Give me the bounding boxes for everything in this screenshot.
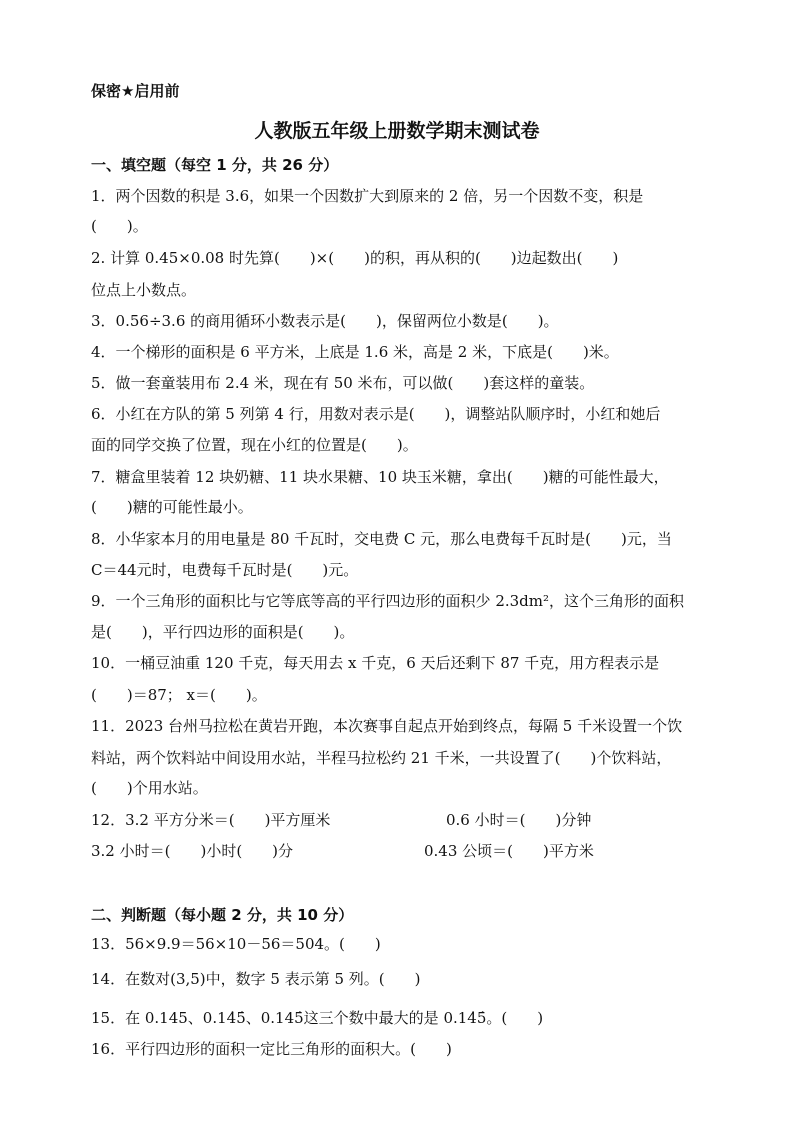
- question-line: 15．在 0.145、0.14̇5̇、0.145̇这三个数中最大的是 0.14̇5̇。( ): [91, 1009, 544, 1027]
- question-line: 1．两个因数的积是 3.6，如果一个因数扩大到原来的 2 倍，另一个因数不变，积是: [91, 187, 644, 205]
- question-line: 14．在数对(3,5)中，数字 5 表示第 5 列。( ): [91, 970, 421, 988]
- question-line-right: 0.43 公顷＝( )平方米: [424, 842, 594, 860]
- question-line: 11．2023 台州马拉松在黄岩开跑，本次赛事自起点开始到终点，每隔 5 千米设置一个饮: [91, 717, 683, 735]
- question-line: 是( )，平行四边形的面积是( )。: [91, 623, 355, 641]
- question-line: 13．56×9.9＝56×10－56＝504。( ): [91, 935, 381, 953]
- question-line: ( )＝87； x＝( )。: [91, 686, 267, 704]
- question-line: 4．一个梯形的面积是 6 平方米，上底是 1.6 米，高是 2 米，下底是( )米。: [91, 343, 619, 361]
- question-line: ( )糖的可能性最小。: [91, 498, 253, 516]
- question-line: C＝44元时，电费每千瓦时是( )元。: [91, 561, 359, 579]
- question-line: 5．做一套童装用布 2.4 米，现在有 50 米布，可以做( )套这样的童装。: [91, 374, 595, 392]
- section-fill-in-heading: 一、填空题（每空 1 分，共 26 分）: [91, 156, 339, 174]
- question-line: 3.2 小时＝( )小时( )分: [91, 842, 294, 860]
- question-line: 16．平行四边形的面积一定比三角形的面积大。( ): [91, 1040, 452, 1058]
- confidential-label: 保密★启用前: [91, 82, 180, 100]
- question-line: 7．糖盒里装着 12 块奶糖、11 块水果糖、10 块玉米糖，拿出( )糖的可能性最大，: [91, 468, 669, 486]
- question-line: ( )个用水站。: [91, 779, 208, 797]
- question-line-right: 0.6 小时＝( )分钟: [446, 811, 592, 829]
- exam-title: 人教版五年级上册数学期末测试卷: [254, 120, 540, 142]
- question-line: 位点上小数点。: [91, 281, 197, 299]
- question-line: 面的同学交换了位置，现在小红的位置是( )。: [91, 436, 418, 454]
- question-line: 2. 计算 0.45×0.08 时先算( )×( )的积，再从积的( )边起数出( ): [91, 249, 619, 267]
- question-line: 3．0.56÷3.6 的商用循环小数表示是( )，保留两位小数是( )。: [91, 312, 559, 330]
- question-line: 6．小红在方队的第 5 列第 4 行，用数对表示是( )，调整站队顺序时，小红和她后: [91, 405, 661, 423]
- question-line: 料站，两个饮料站中间设用水站，半程马拉松约 21 千米，一共设置了( )个饮料站，: [91, 749, 672, 767]
- question-line: ( )。: [91, 217, 148, 235]
- question-line: 10．一桶豆油重 120 千克，每天用去 x 千克，6 天后还剩下 87 千克，用方程表示是: [91, 654, 660, 672]
- section-true-false-heading: 二、判断题（每小题 2 分，共 10 分）: [91, 906, 354, 924]
- question-line: 8．小华家本月的用电量是 80 千瓦时，交电费 C 元，那么电费每千瓦时是( )元，当: [91, 530, 672, 548]
- question-line: 12．3.2 平方分米＝( )平方厘米: [91, 811, 331, 829]
- question-line: 9．一个三角形的面积比与它等底等高的平行四边形的面积少 2.3dm²，这个三角形的面积: [91, 592, 685, 610]
